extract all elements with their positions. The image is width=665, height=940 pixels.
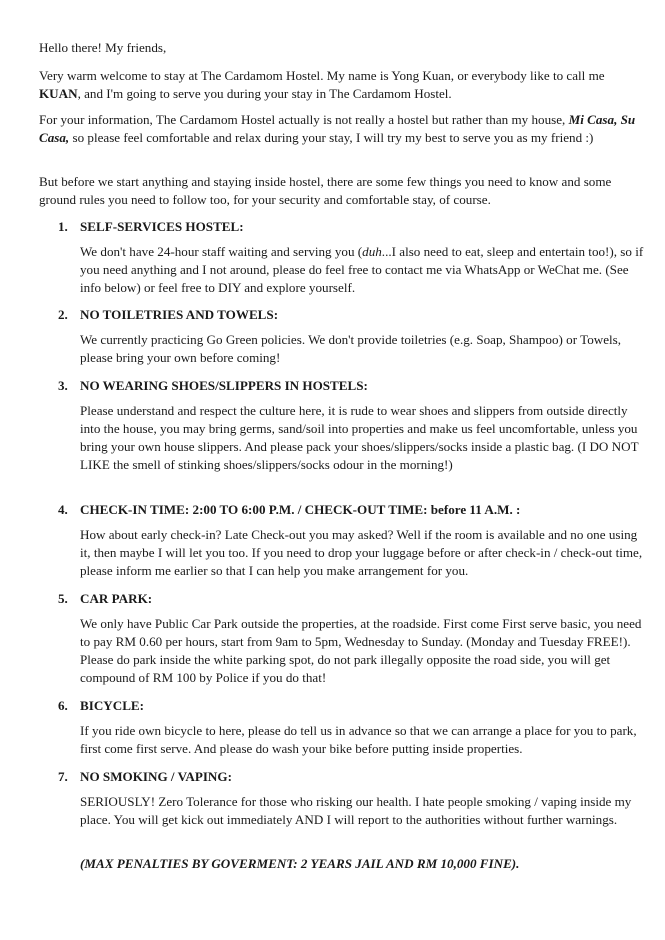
rule-title: BICYCLE: — [80, 698, 145, 713]
info-text-2: so please feel comfortable and relax during your stay, I will try my best to serve you as my friend :) — [69, 130, 594, 145]
rule-heading — [58, 306, 638, 324]
rule-number: 3. — [58, 378, 68, 393]
rule-title: CHECK-IN TIME: 2:00 TO 6:00 P.M. / CHECK-OUT TIME: before 11 A.M. : — [80, 502, 521, 517]
welcome-text-2: , and I'm going to serve you during your stay in The Cardamom Hostel. — [77, 86, 452, 101]
rule-number: 5. — [58, 591, 68, 606]
rule-body: Please understand and respect the culture here, it is rude to wear shoes and slippers from outside directly into the house, you may bring germs, sand/soil into properties and make us feel uncomfortable, unless you bring your own house slippers. And please pack your shoes/slippers/socks inside a plastic bag. (I DO NOT LIKE the smell of stinking shoes/slippers/socks odour in the morning!) — [80, 403, 639, 472]
rule-body: How about early check-in? Late Check-out you may asked? Well if the room is available and no one using it, then maybe I will let you too. If you need to drop your luggage before or after check-in / check-out time, please inform me earlier so that I can help you make arrangement for you. — [80, 527, 643, 578]
host-nickname: KUAN — [39, 86, 78, 101]
rule-body: We only have Public Car Park outside the properties, at the roadside. First come First serve basic, you need to pay RM 0.60 per hours, start from 9am to 5pm, Wednesday to Sunday. (Monday and Tuesday FREE!). Please do park inside the white parking spot, do not park illegally opposite the road side, you will get compound of RM 100 by Police if you do that! — [80, 616, 642, 685]
rule-heading — [58, 768, 638, 786]
rule-title: SELF-SERVICES HOSTEL: — [80, 219, 244, 234]
rule-title: NO SMOKING / VAPING: — [80, 769, 232, 784]
mi-casa-emphasis: Mi Casa, Su Casa, — [39, 112, 636, 145]
rule-number: 7. — [58, 769, 68, 784]
welcome-paragraph — [39, 67, 639, 103]
rule-number: 4. — [58, 502, 68, 517]
rule-heading — [58, 501, 638, 519]
rule-body: SERIOUSLY! Zero Tolerance for those who risking our health. I hate people smoking / vaping inside my place. You will get kick out immediately AND I will report to the authorities without further warnings. — [80, 794, 632, 827]
rule-heading — [58, 218, 638, 236]
rule-number: 6. — [58, 698, 68, 713]
rule-title: NO WEARING SHOES/SLIPPERS IN HOSTELS: — [80, 378, 368, 393]
greeting: Hello there! My friends, — [39, 40, 167, 55]
rule-title: CAR PARK: — [80, 591, 153, 606]
rule-heading — [58, 697, 638, 715]
rule-body: We don't have 24-hour staff waiting and serving you (duh...I also need to eat, sleep and entertain too!), so if you need anything and I not around, please do feel free to contact me via WhatsApp or WeChat me. (See info below) or feel free to DIY and explore yourself. — [80, 244, 644, 295]
info-text-1: For your information, The Cardamom Hostel actually is not really a hostel but rather than my house, — [39, 112, 566, 127]
welcome-text-1: Very warm welcome to stay at The Cardamom Hostel. My name is Yong Kuan, or everybody like to call me — [39, 68, 605, 83]
rule-title: NO TOILETRIES AND TOWELS: — [80, 307, 279, 322]
rule-number: 2. — [58, 307, 68, 322]
rule-body: If you ride own bicycle to here, please do tell us in advance so that we can arrange a place for you to park, first come first serve. And please do wash your bike before putting inside properties. — [80, 723, 637, 756]
rule-body: We currently practicing Go Green policies. We don't provide toiletries (e.g. Soap, Shampoo) or Towels, please bring your own before coming! — [80, 332, 622, 365]
rule-heading — [58, 377, 638, 395]
info-paragraph — [39, 111, 639, 147]
rule-number: 1. — [58, 219, 68, 234]
rules-intro: But before we start anything and staying inside hostel, there are some few things you need to know and some ground rules you need to follow too, for your security and comfortable stay, of course. — [39, 174, 612, 207]
rule-heading — [58, 590, 638, 608]
penalty-warning: (MAX PENALTIES BY GOVERMENT: 2 YEARS JAIL AND RM 10,000 FINE). — [80, 856, 520, 871]
duh-emphasis: duh — [362, 244, 382, 259]
